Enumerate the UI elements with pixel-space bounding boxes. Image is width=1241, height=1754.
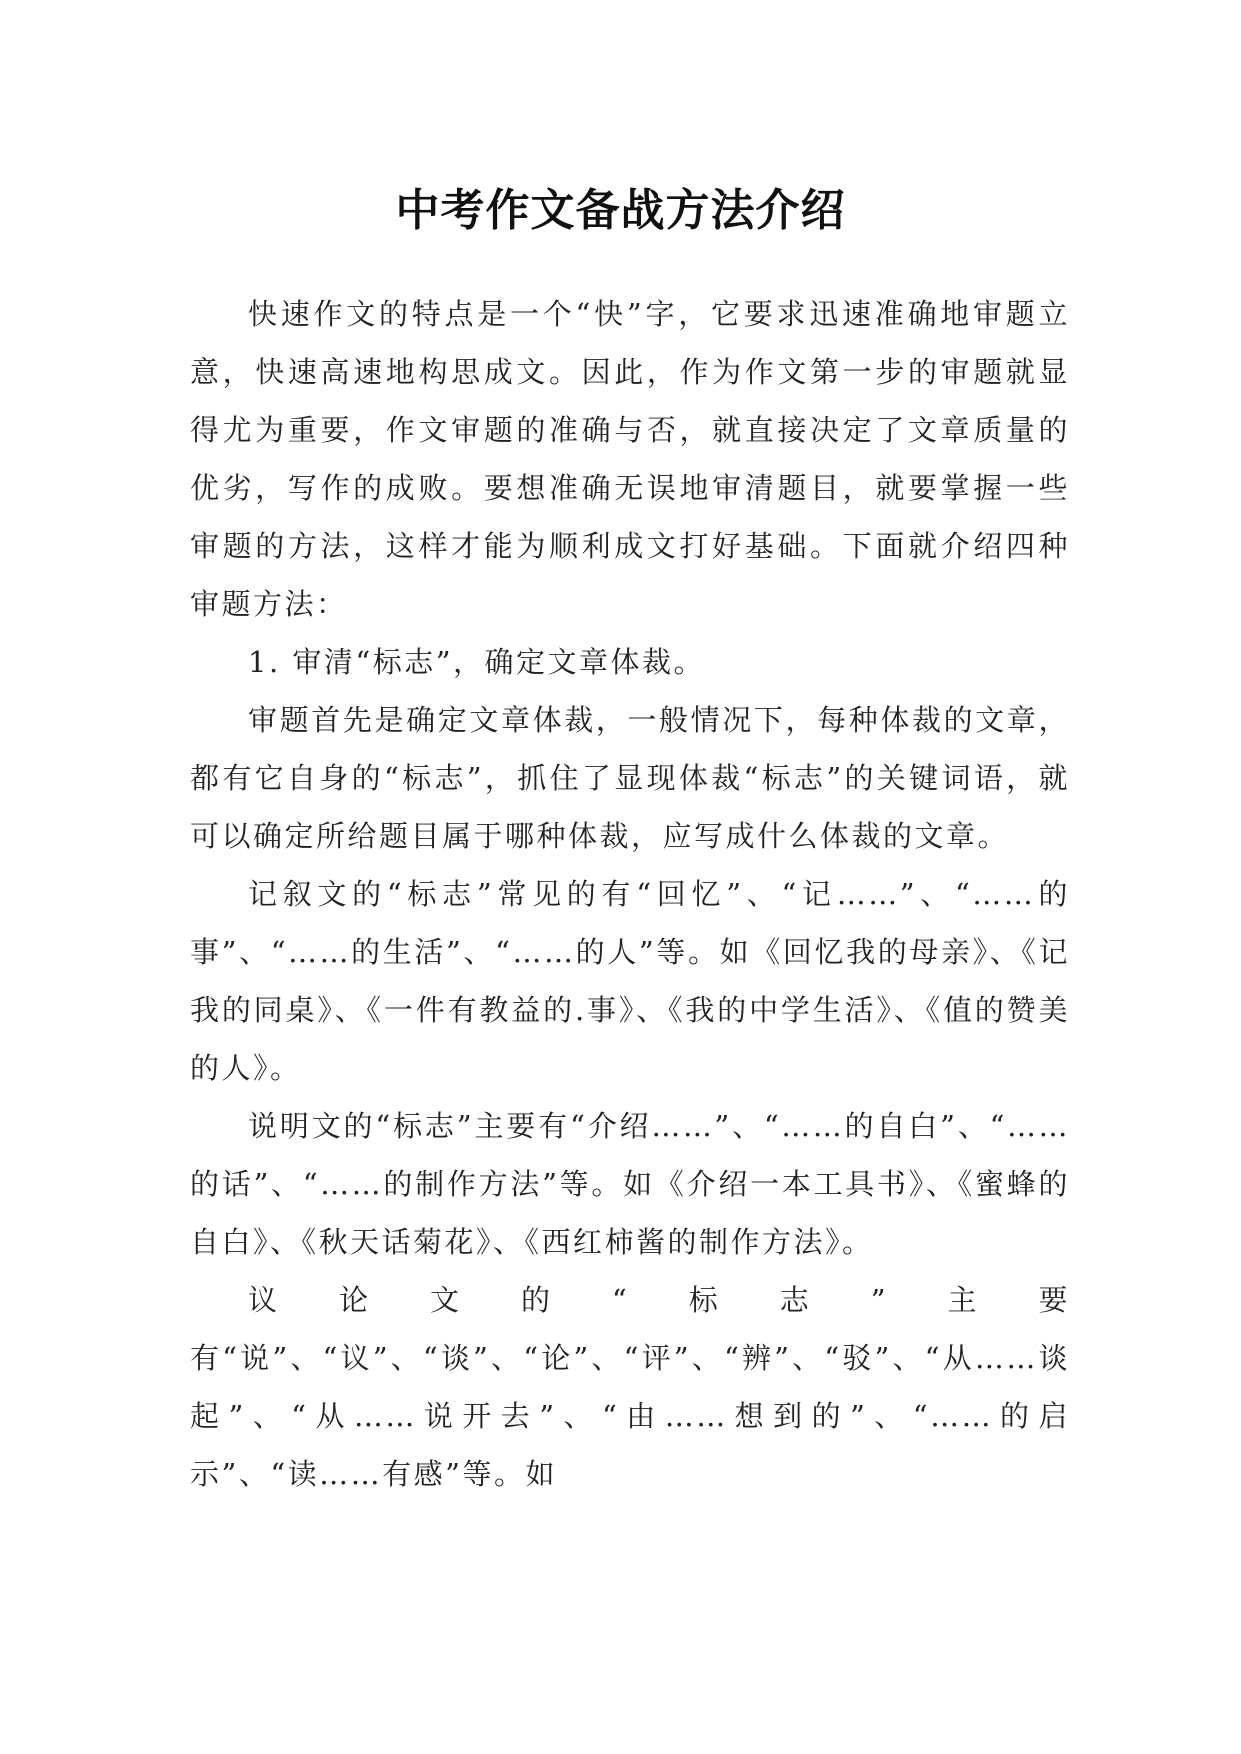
- paragraph-expository-markers: 说明文的“标志”主要有“介绍……”、“……的自白”、“……的话”、“……的制作方法”等。如《介绍一本工具书》、《蜜蜂的自白》、《秋天话菊花》、《西红柿酱的制作方法》。: [190, 1109, 1070, 1259]
- document-body: [190, 285, 1070, 1503]
- paragraph-narrative-markers: 记叙文的“标志”常见的有“回忆”、“记……”、“……的事”、“……的生活”、“……的人”等。如《回忆我的母亲》、《记我的同桌》、《一件有教益的.事》、《我的中学生活》、《值的赞美的人》。: [190, 877, 1070, 1085]
- paragraph-argumentative-markers: 议论文的“标志”主要有“说”、“议”、“谈”、“论”、“评”、“辨”、“驳”、“从……谈起”、“从……说开去”、“由……想到的”、“……的启示”、“读……有感”等。如: [190, 1283, 1070, 1491]
- document-title: 中考作文备战方法介绍: [395, 185, 846, 237]
- paragraph-intro: 快速作文的特点是一个“快”字，它要求迅速准确地审题立意，快速高速地构思成文。因此，作为作文第一步的审题就显得尤为重要，作文审题的准确与否，就直接决定了文章质量的优劣，写作的成败。要想准确无误地审清题目，就要掌握一些审题的方法，这样才能为顺利成文打好基础。下面就介绍四种审题方法：: [190, 297, 1070, 621]
- paragraph-genre-explanation: 审题首先是确定文章体裁，一般情况下，每种体裁的文章，都有它自身的“标志”，抓住了显现体裁“标志”的关键词语，就可以确定所给题目属于哪种体裁，应写成什么体裁的文章。: [190, 703, 1070, 853]
- paragraph-method-1-heading: 1. 审清“标志”，确定文章体裁。: [248, 645, 706, 679]
